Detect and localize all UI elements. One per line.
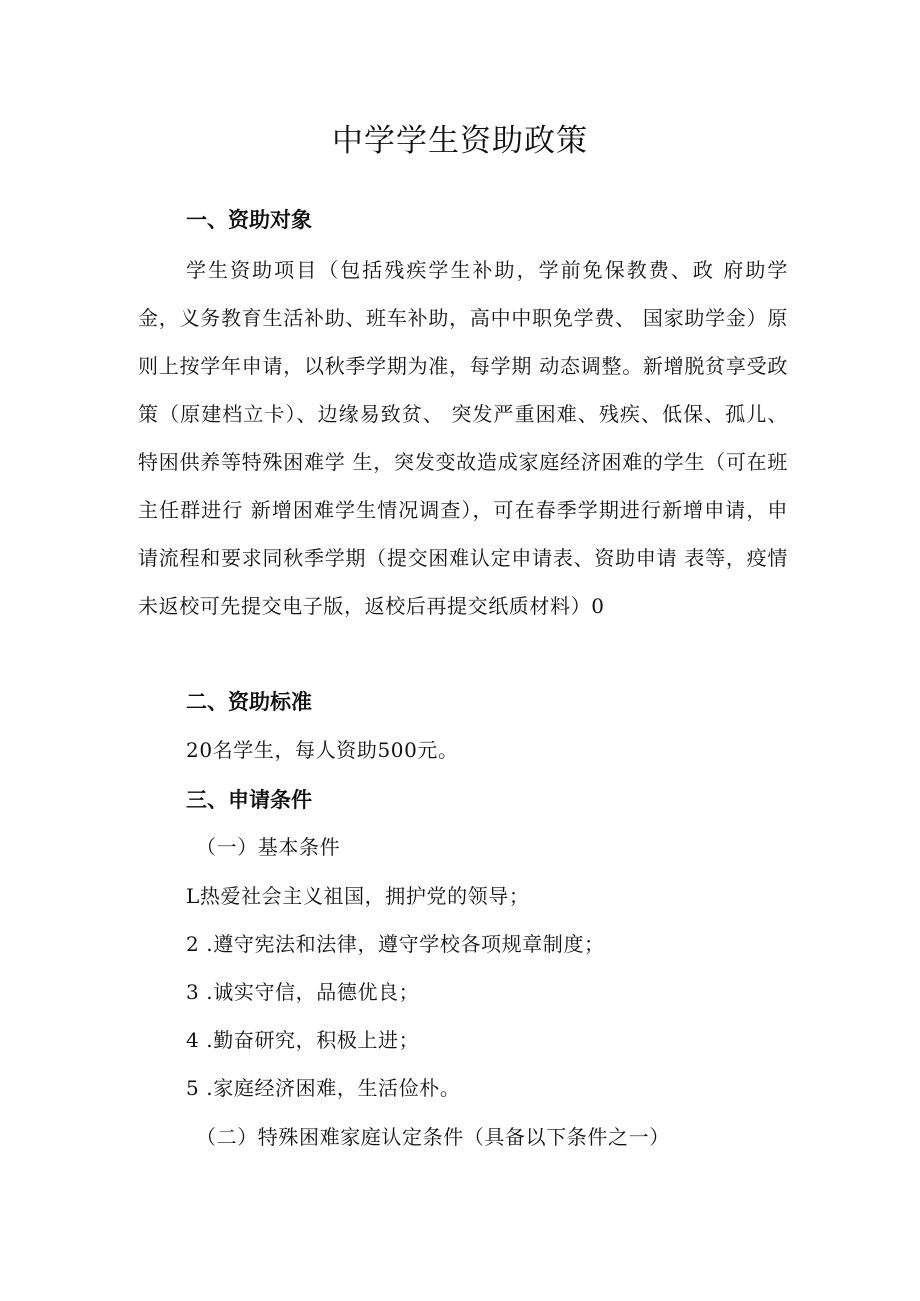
subheading-basic-conditions: （一）基本条件 (196, 835, 341, 859)
section-body-funding-target: 学生资助项目（包括残疾学生补助，学前免保教费、政 府助学金，义务教育生活补助、班车补助，高中中职免学费、 国家助学金）原则上按学年申请，以秋季学期为准，每学期 动态调整。新增脱贫享受政策（原建档立卡）、边缘易致贫、 突发严重困难、残疾、低保、孤儿、特困供养等特殊困难学 生，突发变故造成家庭经济困难的学生（可在班主任群进行 新增困难学生情况调查），可在春季学期进行新增申请，申 请流程和要求同秋季学期（提交困难认定申请表、资助申请 表等，疫情未返校可先提交电子版，返校后再提交纸质材料）0 (138, 258, 788, 618)
section-heading-funding-standard: 二、资助标准 (186, 690, 312, 714)
section-heading-funding-target: 一、资助对象 (186, 208, 312, 232)
list-item: L热爱社会主义祖国，拥护党的领导； (186, 884, 530, 908)
section-body-funding-standard: 20名学生，每人资助500元。 (186, 738, 459, 762)
document-title: 中学学生资助政策 (332, 123, 588, 159)
list-item: 4 .勤奋研究，积极上进； (186, 1028, 420, 1052)
subheading-special-hardship-conditions: （二）特殊困难家庭认定条件（具备以下条件之一） (196, 1125, 670, 1149)
list-item: 5 .家庭经济困难，生活俭朴。 (186, 1076, 461, 1100)
list-item: 2 .遵守宪法和法律，遵守学校各项规章制度； (186, 932, 605, 956)
list-item: 3 .诚实守信，品德优良； (186, 980, 420, 1004)
section-heading-application-conditions: 三、申请条件 (186, 788, 312, 812)
